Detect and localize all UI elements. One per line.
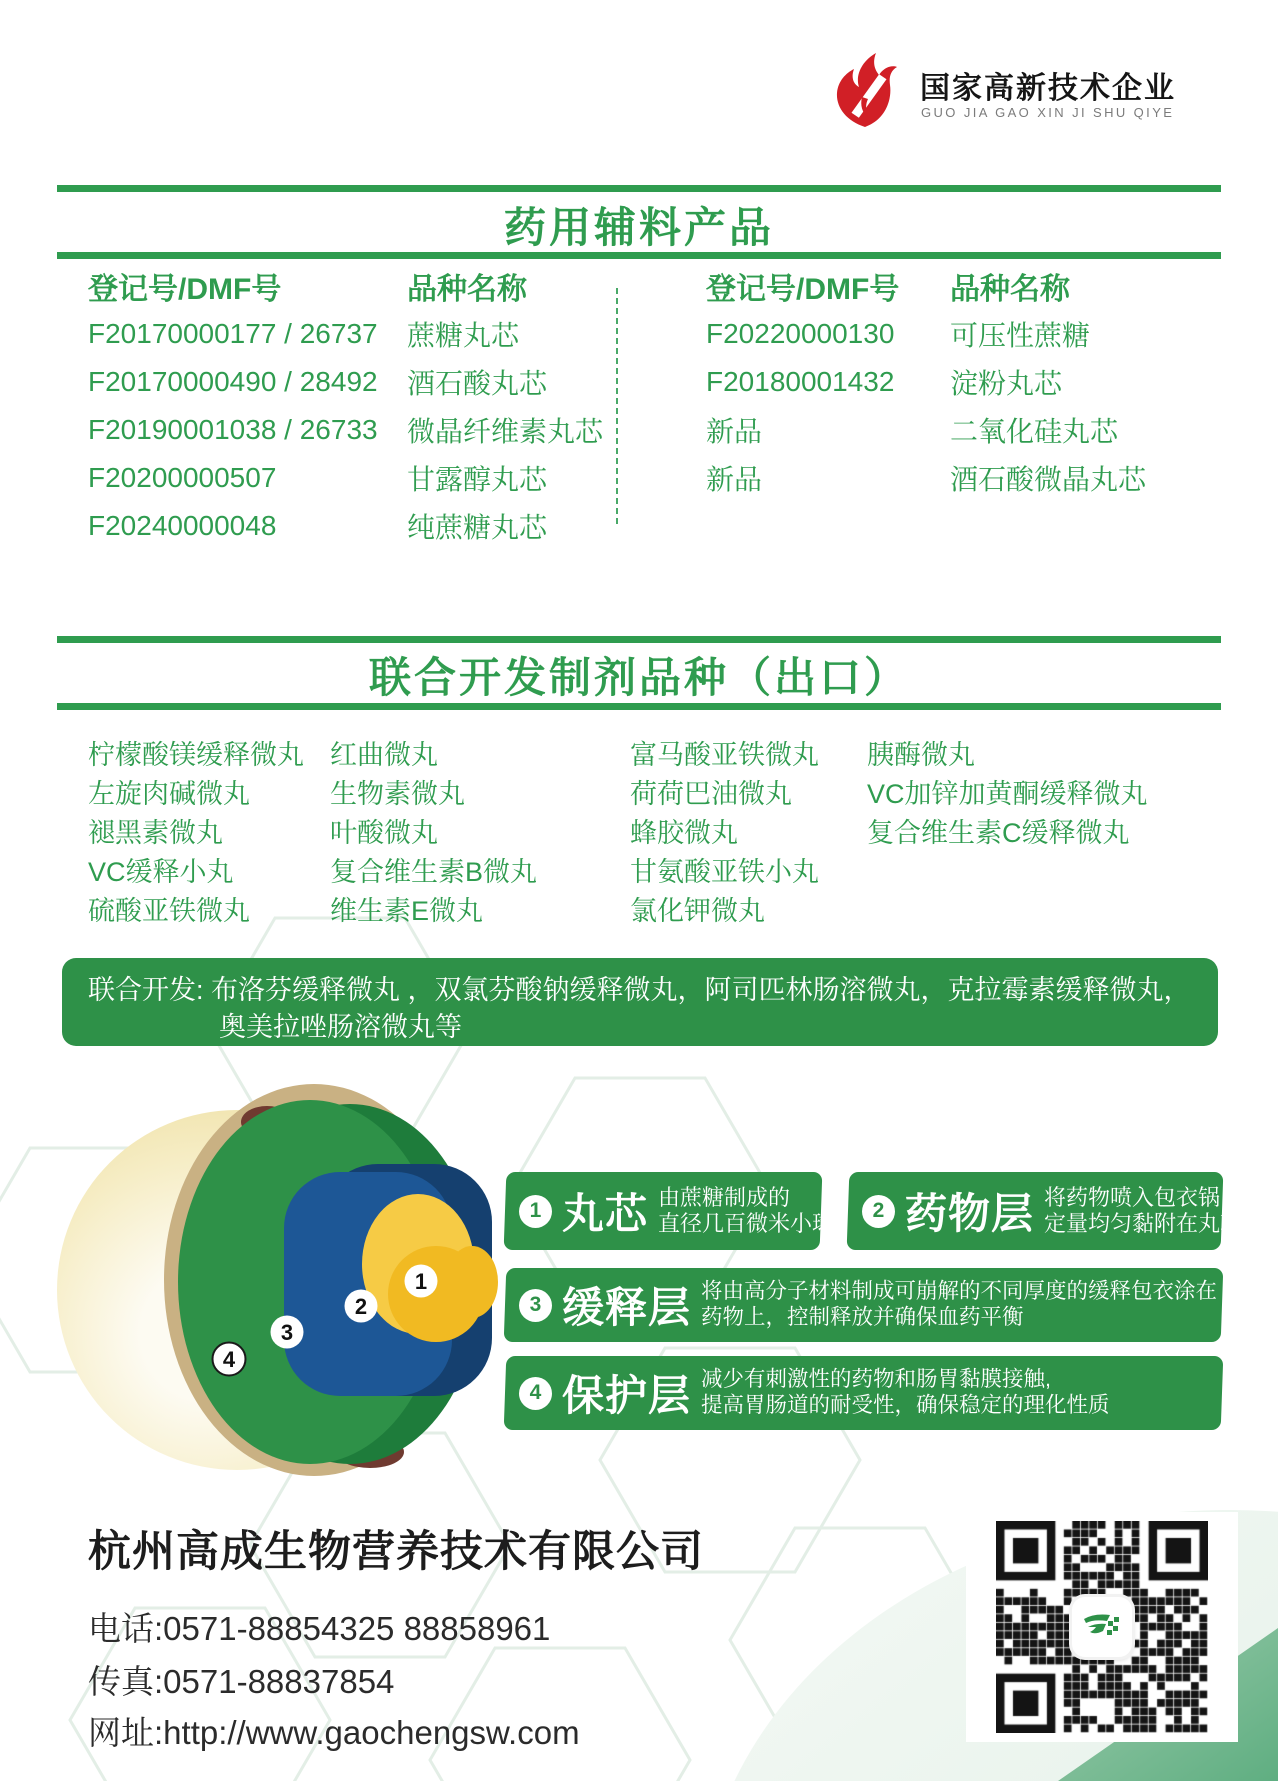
layer-name: 丸芯 bbox=[562, 1190, 649, 1237]
joint-development-banner bbox=[62, 958, 1218, 1046]
list-item: 复合维生素B微丸 bbox=[330, 857, 538, 887]
desc-line2: 提高胃肠道的耐受性，确保稳定的理化性质 bbox=[701, 1393, 1110, 1417]
desc-line2: 直径几百微米小球 bbox=[658, 1211, 835, 1236]
table-header-row bbox=[88, 262, 603, 310]
list-item: 硫酸亚铁微丸 bbox=[88, 896, 250, 926]
layer-desc bbox=[701, 1367, 1110, 1419]
layer-desc bbox=[1044, 1185, 1242, 1238]
table-row bbox=[88, 502, 603, 550]
product-name: 酒石酸丸芯 bbox=[407, 368, 548, 399]
badge-1-num: 1 bbox=[414, 1269, 428, 1294]
list-item: 富马酸亚铁微丸 bbox=[630, 740, 819, 770]
reg-no: F20200000507 bbox=[88, 462, 277, 493]
table-row bbox=[706, 358, 1146, 406]
list-item: 红曲微丸 bbox=[330, 740, 438, 770]
logo-subtitle: GUO JIA GAO XIN JI SHU QIYE bbox=[921, 105, 1175, 120]
banner-line1: 联合开发: 布洛芬缓释微丸 ，双氯芬酸钠缓释微丸，阿司匹林肠溶微丸，克拉霉素缓释微丸， bbox=[88, 975, 1191, 1005]
product-name: 蔗糖丸芯 bbox=[407, 320, 520, 351]
list-item: 荷荷巴油微丸 bbox=[630, 779, 792, 809]
list-item: 褪黑素微丸 bbox=[88, 818, 223, 848]
desc-line2: 定量均匀黏附在丸芯 bbox=[1044, 1211, 1243, 1236]
flame-logo-icon bbox=[832, 51, 898, 131]
product-name: 二氧化硅丸芯 bbox=[950, 416, 1119, 447]
list-item: 左旋肉碱微丸 bbox=[88, 779, 250, 809]
logo-title: 国家高新技术企业 bbox=[920, 72, 1176, 105]
layer-band-sustained-release bbox=[505, 1268, 1222, 1342]
col-header-reg: 登记号/DMF号 bbox=[88, 273, 282, 306]
col-header-name: 品种名称 bbox=[950, 273, 1070, 306]
divider-bar bbox=[57, 703, 1221, 710]
desc-line1: 将药物喷入包衣锅 bbox=[1044, 1184, 1221, 1210]
reg-no: F20190001038 / 26733 bbox=[88, 414, 378, 445]
list-item: 柠檬酸镁缓释微丸 bbox=[88, 740, 304, 770]
list-item: 氯化钾微丸 bbox=[630, 896, 765, 926]
table-row bbox=[88, 406, 603, 454]
col-header-reg: 登记号/DMF号 bbox=[706, 273, 900, 306]
list-item: 甘氨酸亚铁小丸 bbox=[630, 857, 819, 887]
section-title-excipients: 药用辅料产品 bbox=[503, 204, 774, 251]
divider-bar bbox=[57, 636, 1221, 643]
qr-center-logo bbox=[1072, 1597, 1132, 1657]
product-name: 可压性蔗糖 bbox=[950, 320, 1091, 351]
product-name: 淀粉丸芯 bbox=[950, 368, 1063, 399]
product-name: 甘露醇丸芯 bbox=[407, 464, 548, 495]
banner-line2: 奥美拉唑肠溶微丸等 bbox=[219, 1012, 462, 1042]
circled-number: 4 bbox=[519, 1377, 552, 1410]
product-name: 微晶纤维素丸芯 bbox=[407, 416, 604, 447]
export-list-col3 bbox=[630, 736, 819, 931]
table-row bbox=[706, 310, 1146, 358]
circled-number: 2 bbox=[862, 1195, 895, 1228]
badge-3-num: 3 bbox=[280, 1320, 294, 1345]
reg-no: F20240000048 bbox=[88, 510, 277, 541]
excipients-table-right bbox=[706, 262, 1146, 502]
reg-no: 新品 bbox=[706, 416, 763, 447]
layer-name: 保护层 bbox=[562, 1372, 692, 1419]
export-list-col1 bbox=[88, 736, 304, 931]
layer-band-drug bbox=[848, 1172, 1243, 1250]
reg-no: 新品 bbox=[706, 464, 763, 495]
excipients-table-left bbox=[88, 262, 603, 550]
desc-line1: 将由高分子材料制成可崩解的不同厚度的缓释包衣涂在 bbox=[701, 1279, 1218, 1304]
product-name: 酒石酸微晶丸芯 bbox=[950, 464, 1147, 495]
desc-line1: 减少有刺激性的药物和肠胃黏膜接触, bbox=[701, 1367, 1051, 1392]
reg-no: F20170000490 / 28492 bbox=[88, 366, 378, 397]
reg-no: F20180001432 bbox=[706, 366, 895, 397]
export-list-col2 bbox=[330, 736, 537, 931]
col-header-name: 品种名称 bbox=[407, 273, 527, 306]
core-bump bbox=[446, 1246, 498, 1318]
list-item: 复合维生素C缓释微丸 bbox=[867, 818, 1130, 848]
website-line: 网址:http://www.gaochengsw.com bbox=[88, 1714, 580, 1751]
phone-line: 电话:0571-88854325 88858961 bbox=[88, 1610, 551, 1647]
list-item: 胰酶微丸 bbox=[867, 740, 975, 770]
list-item: 叶酸微丸 bbox=[330, 818, 438, 848]
table-row bbox=[706, 406, 1146, 454]
layer-name: 药物层 bbox=[905, 1190, 1035, 1237]
badge-2-num: 2 bbox=[354, 1294, 368, 1319]
list-item: VC加锌加黄酮缓释微丸 bbox=[867, 779, 1148, 809]
section-title-export: 联合开发制剂品种（出口） bbox=[368, 654, 909, 701]
list-item: 蜂胶微丸 bbox=[630, 818, 738, 848]
qr-code-card bbox=[966, 1512, 1238, 1742]
list-item: 维生素E微丸 bbox=[330, 896, 484, 926]
divider-bar bbox=[57, 185, 1221, 192]
reg-no: F20170000177 / 26737 bbox=[88, 318, 378, 349]
qr-center-logo-icon bbox=[1080, 1605, 1124, 1649]
circled-number: 1 bbox=[519, 1195, 552, 1228]
product-name: 纯蔗糖丸芯 bbox=[407, 512, 548, 543]
table-row bbox=[88, 454, 603, 502]
layer-desc bbox=[701, 1279, 1217, 1331]
divider-bar bbox=[57, 252, 1221, 259]
desc-line1: 由蔗糖制成的 bbox=[658, 1184, 791, 1210]
table-row bbox=[88, 310, 603, 358]
list-item: 生物素微丸 bbox=[330, 779, 465, 809]
table-header-row bbox=[706, 262, 1146, 310]
table-row bbox=[88, 358, 603, 406]
layer-desc bbox=[658, 1185, 834, 1238]
layer-name: 缓释层 bbox=[562, 1284, 692, 1331]
layer-band-core bbox=[505, 1172, 835, 1250]
desc-line2: 药物上，控制释放并确保血药平衡 bbox=[701, 1305, 1024, 1329]
dashed-divider bbox=[616, 288, 618, 524]
company-name: 杭州高成生物营养技术有限公司 bbox=[88, 1528, 704, 1576]
table-row bbox=[706, 454, 1146, 502]
pellet-cutaway-diagram bbox=[52, 1072, 502, 1504]
fax-line: 传真:0571-88837854 bbox=[88, 1663, 395, 1700]
export-list-col4 bbox=[867, 736, 1148, 853]
company-logo bbox=[820, 45, 1240, 135]
circled-number: 3 bbox=[519, 1289, 552, 1322]
reg-no: F20220000130 bbox=[706, 318, 895, 349]
layer-band-protective bbox=[505, 1356, 1222, 1430]
list-item: VC缓释小丸 bbox=[88, 857, 234, 887]
badge-4-num: 4 bbox=[222, 1347, 236, 1372]
